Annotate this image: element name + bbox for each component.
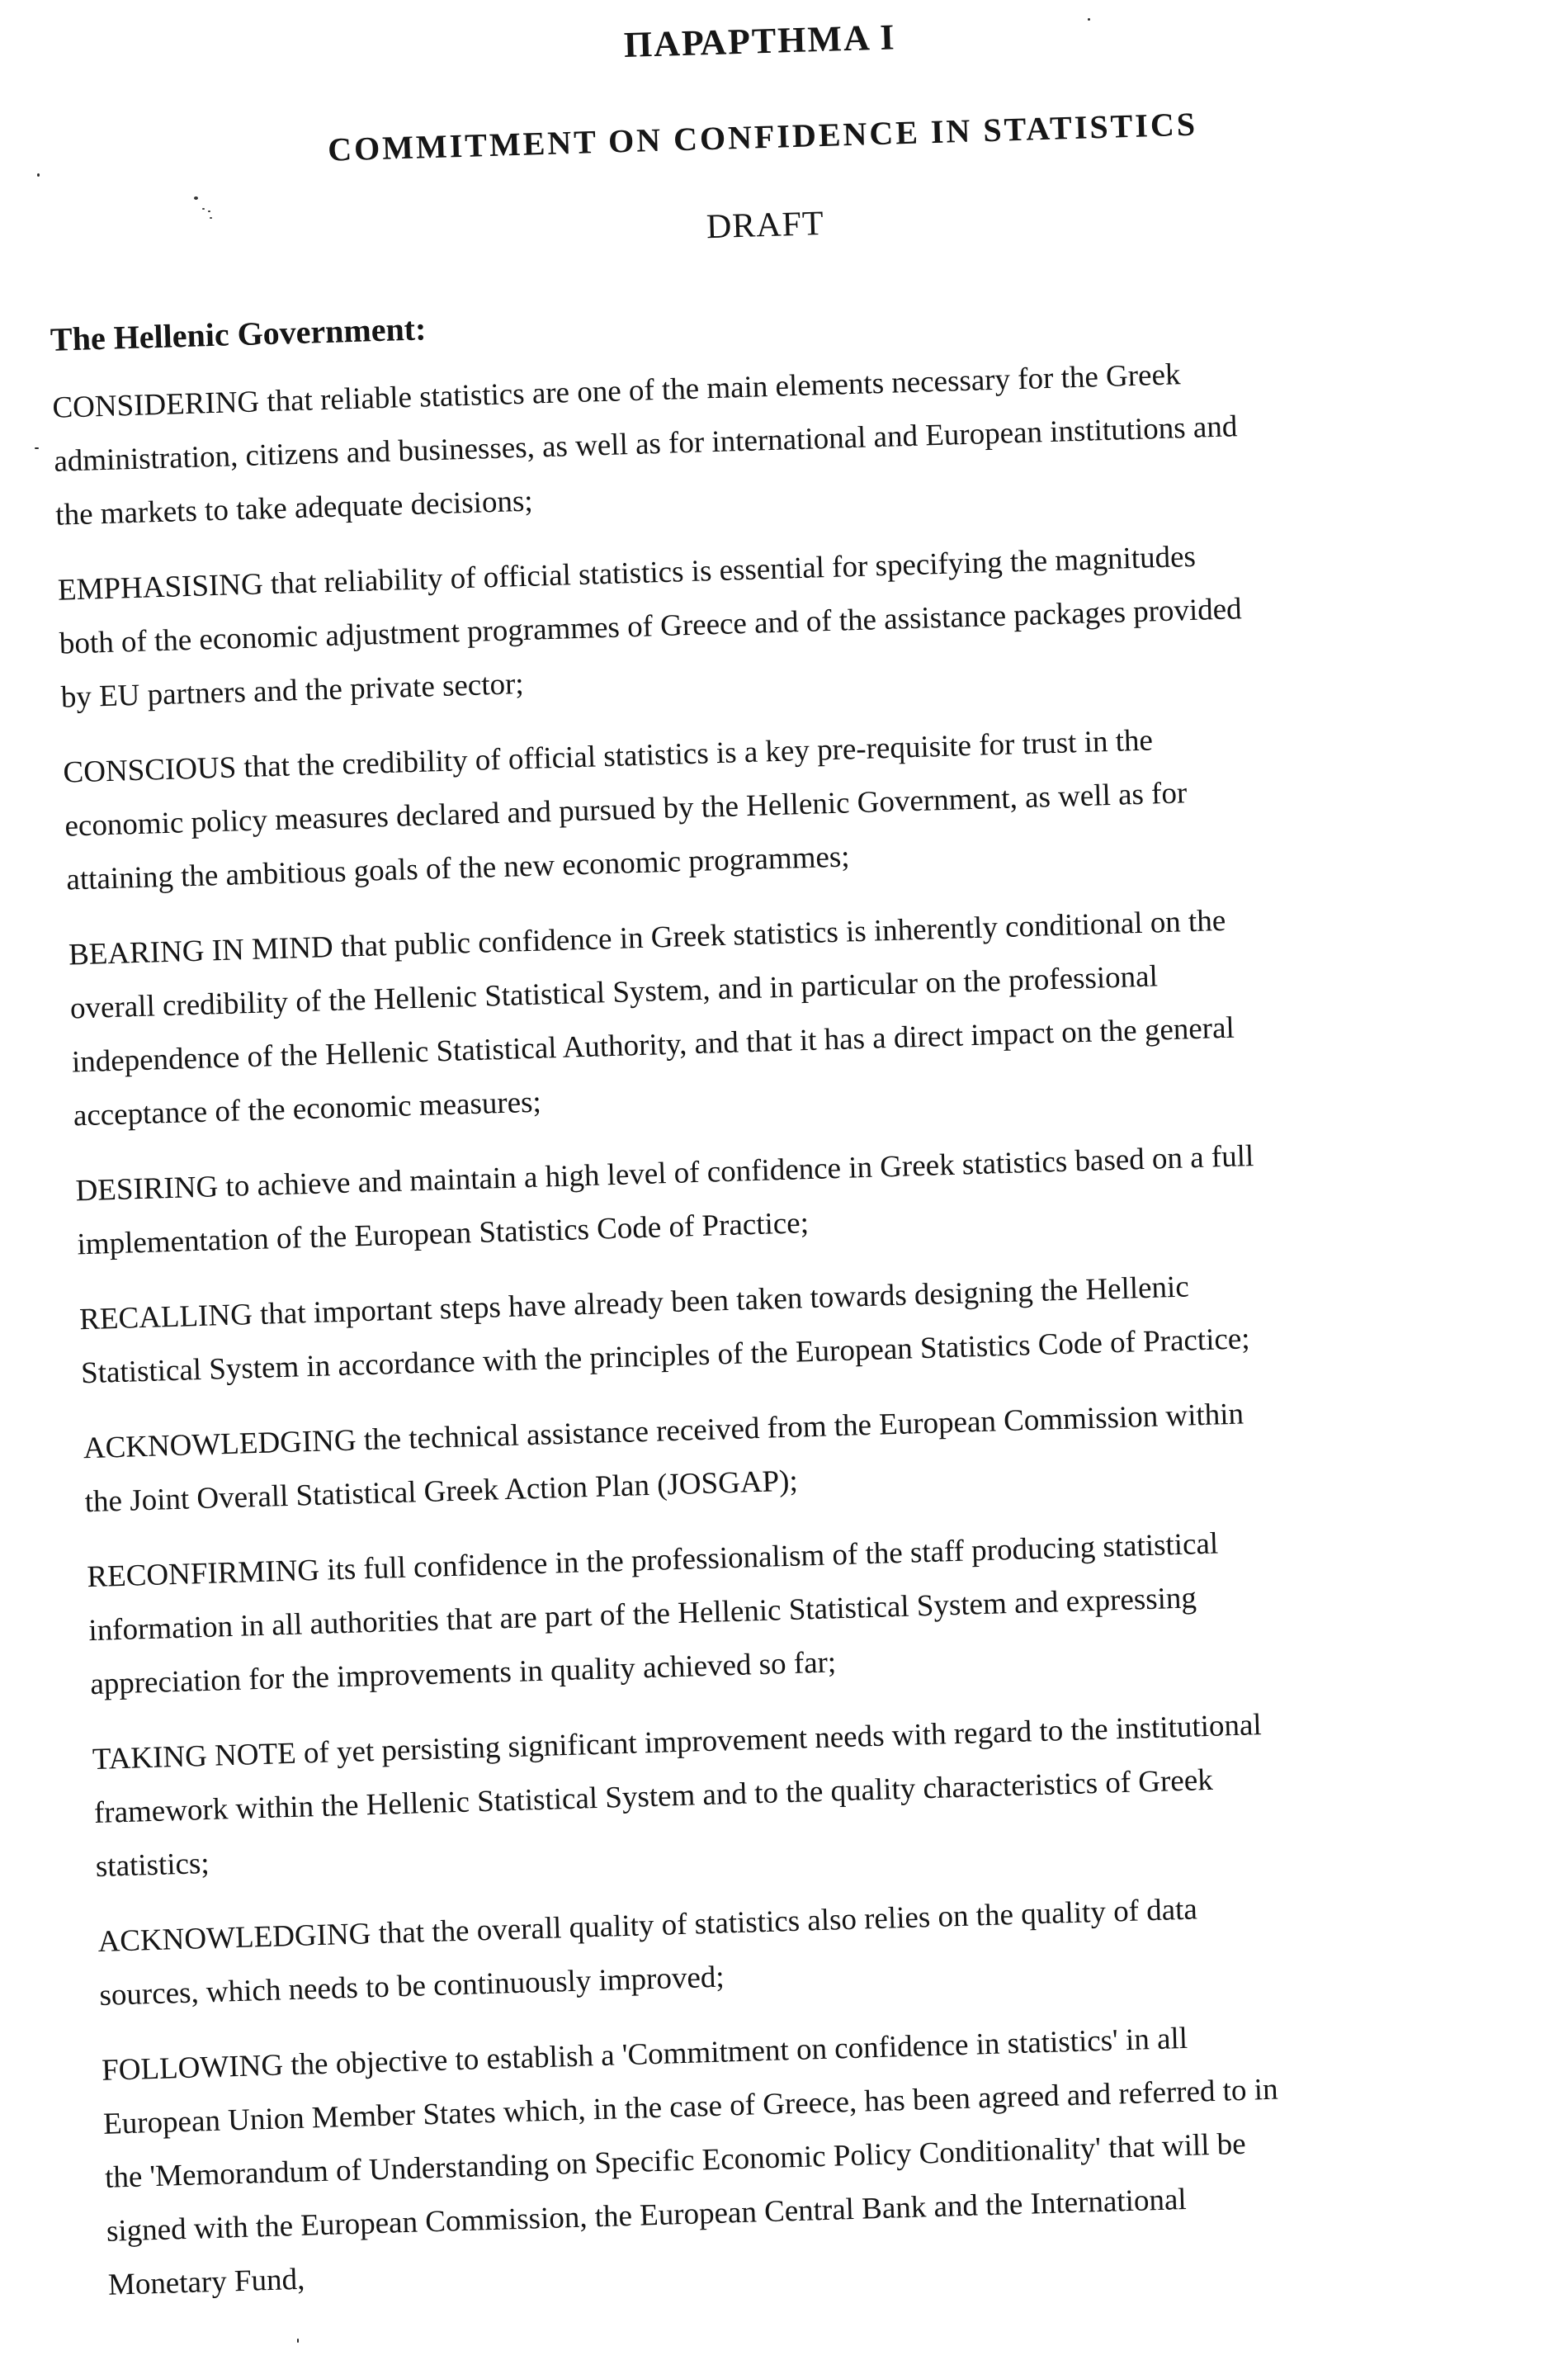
preamble-clauses (52, 338, 1545, 2312)
text-line: BEARING IN MIND that public confidence in Greek statistics is inherently conditional on the (68, 903, 1226, 972)
annex-title: ΠΑΡΑΡΤΗΜΑ I (623, 17, 897, 66)
clause-following (101, 2001, 1544, 2311)
text-line: both of the economic adjustment programmes of Greece and of the assistance packages provided (59, 592, 1243, 661)
clause-considering (52, 338, 1492, 542)
text-line: administration, citizens and businesses, as well as for international and European institutions and (53, 409, 1238, 479)
clause-reconfirming (87, 1508, 1527, 1712)
text-line: CONSCIOUS that the credibility of official statistics is a key pre-requisite for trust in the (62, 723, 1154, 790)
text-line: signed with the European Commission, the European Central Bank and the International (106, 2183, 1188, 2249)
text-line: ACKNOWLEDGING the technical assistance received from the European Commission within (83, 1397, 1244, 1466)
text-line: CONSIDERING that reliable statistics are one of the main elements necessary for the Greek (51, 357, 1182, 425)
preamble-heading: The Hellenic Government: (50, 310, 427, 358)
text-line: attaining the ambitious goals of the new economic programmes; (65, 840, 851, 897)
text-line: the 'Memorandum of Understanding on Specific Economic Policy Conditionality' that will be (104, 2126, 1247, 2195)
clause-conscious (63, 703, 1503, 907)
scan-speck (1088, 18, 1090, 21)
text-line: sources, which needs to be continuously improved; (98, 1960, 725, 2013)
text-line: EMPHASISING that reliability of official statistics is essential for specifying the magnitudes (57, 539, 1197, 608)
scanned-page (41, 0, 1544, 2312)
text-line: ACKNOWLEDGING that the overall quality of statistics also relies on the quality of data (97, 1892, 1198, 1959)
text-line: RECALLING that important steps have already been taken towards designing the Hellenic (78, 1270, 1190, 1337)
text-line: appreciation for the improvements in quality achieved so far; (89, 1645, 837, 1702)
text-line: statistics; (95, 1846, 210, 1885)
text-line: the Joint Overall Statistical Greek Action Plan (JOSGAP); (84, 1464, 799, 1520)
scan-speck (297, 2339, 299, 2343)
scan-speck (35, 447, 39, 449)
text-line: DESIRING to achieve and maintain a high level of confidence in Greek statistics based on a full (75, 1139, 1254, 1209)
text-line: the markets to take adequate decisions; (54, 484, 534, 532)
text-line: Statistical System in accordance with the principles of the European Statistics Code of Practice; (80, 1322, 1251, 1391)
text-line: acceptance of the economic measures; (73, 1085, 542, 1133)
text-line: economic policy measures declared and pursued by the Hellenic Government, as well as for (64, 776, 1188, 844)
clause-desiring (75, 1122, 1514, 1272)
draft-label: DRAFT (706, 204, 825, 247)
text-line: FOLLOWING the objective to establish a 'Commitment on confidence in statistics' in all (101, 2021, 1188, 2088)
text-line: information in all authorities that are part of the Hellenic Statistical System and expressing (87, 1581, 1197, 1648)
clause-taking-note (92, 1690, 1532, 1894)
text-line: framework within the Hellenic Statistical System and to the quality characteristics of Greek (93, 1762, 1214, 1831)
clause-acknowledging-josgap (83, 1379, 1521, 1530)
text-line: RECONFIRMING its full confidence in the professionalism of the staff producing statistical (86, 1526, 1219, 1595)
text-line: Monetary Fund, (107, 2262, 305, 2302)
clause-emphasising (57, 521, 1497, 725)
ink-smudge (194, 196, 198, 200)
text-line: by EU partners and the private sector; (60, 667, 525, 715)
clause-acknowledging-data-quality (97, 1872, 1536, 2022)
scan-speck (37, 173, 40, 177)
text-line: independence of the Hellenic Statistical Authority, and that it has a direct impact on the general (71, 1010, 1235, 1080)
clause-bearing-in-mind (68, 886, 1509, 1143)
text-line: implementation of the European Statistics Code of Practice; (76, 1206, 810, 1262)
clause-recalling (78, 1251, 1517, 1401)
text-line: European Union Member States which, in the case of Greece, has been agreed and referred to in (102, 2072, 1279, 2141)
text-line: overall credibility of the Hellenic Statistical System, and in particular on the professional (69, 959, 1159, 1026)
text-line: TAKING NOTE of yet persisting significant improvement needs with regard to the institutional (92, 1708, 1263, 1777)
document-title: COMMITMENT ON CONFIDENCE IN STATISTICS (327, 105, 1198, 168)
